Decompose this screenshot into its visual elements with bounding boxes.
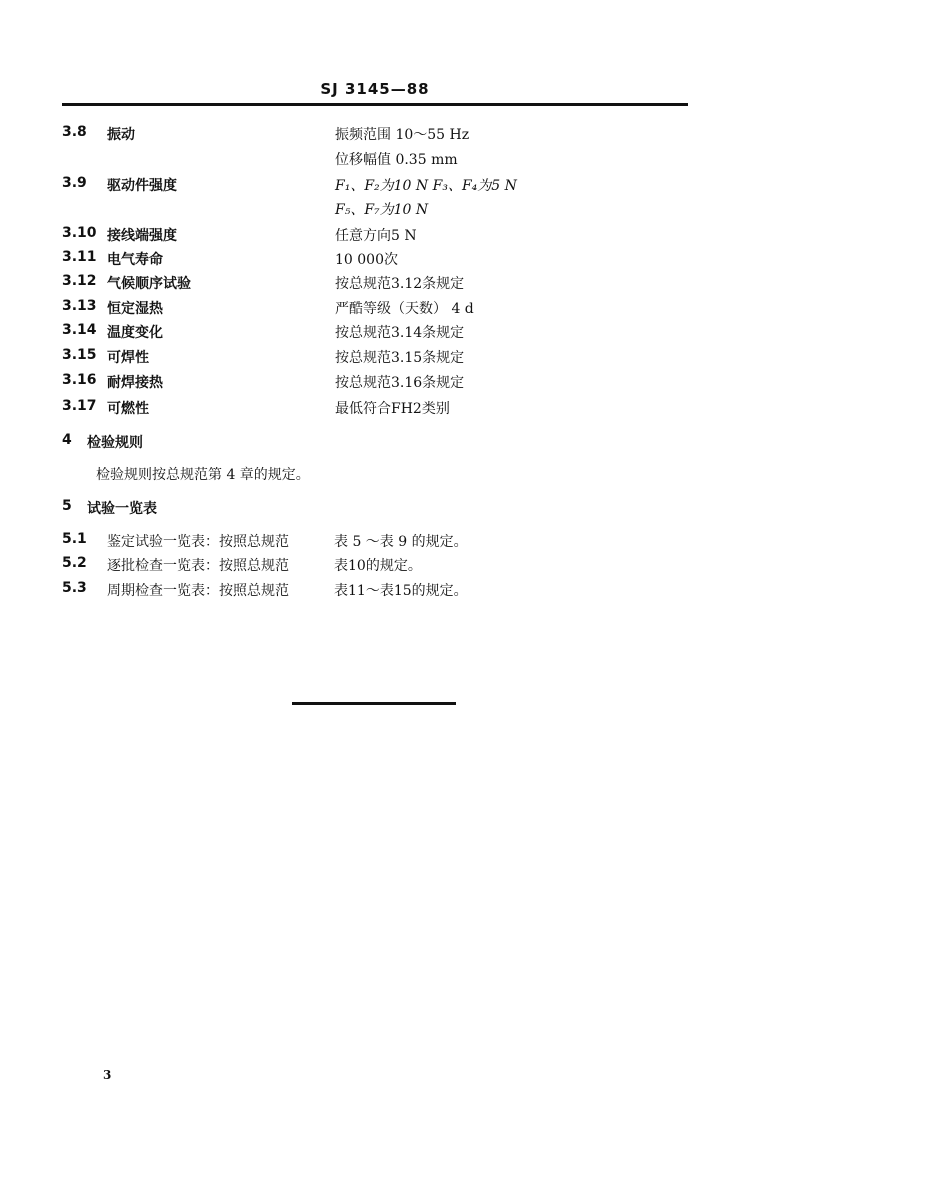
section-4-body: 检验规则按总规范第 4 章的规定。	[96, 467, 310, 483]
clause-label: 耐焊接热	[107, 375, 163, 391]
spec-row-3-11	[62, 249, 702, 271]
clause-number: 3.8	[62, 124, 87, 140]
item-text: 鉴定试验一览表：按照总规范	[107, 534, 289, 550]
clause-value: 位移幅值 0.35 mm	[335, 152, 458, 168]
spec-row-3-8-cont	[62, 149, 702, 171]
clause-value: 任意方向5 N	[335, 228, 417, 244]
clause-number: 3.10	[62, 225, 97, 241]
spec-row-3-17	[62, 398, 702, 420]
clause-number: 3.13	[62, 298, 97, 314]
clause-number: 3.16	[62, 372, 97, 388]
clause-label: 可焊性	[107, 350, 149, 366]
spec-row-3-14	[62, 322, 702, 344]
item-reference: 表 5 ～表 9 的规定。	[334, 534, 468, 550]
clause-value: 按总规范3.14条规定	[335, 325, 465, 341]
item-number: 5.1	[62, 531, 87, 547]
clause-label: 恒定湿热	[107, 301, 163, 317]
clause-label: 温度变化	[107, 325, 163, 341]
header-rule	[62, 103, 688, 106]
item-number: 5.3	[62, 580, 87, 596]
item-reference: 表10的规定。	[334, 558, 422, 574]
section-number: 4	[62, 432, 72, 448]
page-number: 3	[103, 1068, 112, 1082]
clause-value: F₁、F₂为10 N F₃、F₄为5 N	[335, 178, 517, 194]
list-item-5-1	[62, 531, 682, 553]
clause-label: 振动	[107, 127, 135, 143]
clause-value: F₅、F₇为10 N	[335, 202, 429, 218]
spec-row-3-12	[62, 273, 702, 295]
spec-row-3-9	[62, 175, 702, 197]
clause-value: 按总规范3.12条规定	[335, 276, 465, 292]
end-rule	[292, 702, 456, 705]
clause-number: 3.17	[62, 398, 97, 414]
spec-row-3-15	[62, 347, 702, 369]
clause-value: 严酷等级（天数） 4 d	[335, 301, 474, 317]
clause-label: 可燃性	[107, 401, 149, 417]
list-item-5-3	[62, 580, 682, 602]
clause-number: 3.11	[62, 249, 97, 265]
item-text: 逐批检查一览表：按照总规范	[107, 558, 289, 574]
section-number: 5	[62, 498, 72, 514]
clause-number: 3.12	[62, 273, 97, 289]
spec-row-3-13	[62, 298, 702, 320]
spec-row-3-10	[62, 225, 702, 247]
clause-number: 3.14	[62, 322, 97, 338]
item-reference: 表11～表15的规定。	[334, 583, 468, 599]
clause-label: 气候顺序试验	[107, 276, 191, 292]
clause-value: 振频范围 10～55 Hz	[335, 127, 470, 143]
clause-label: 接线端强度	[107, 228, 177, 244]
section-title: 试验一览表	[87, 501, 157, 517]
item-number: 5.2	[62, 555, 87, 571]
item-text: 周期检查一览表：按照总规范	[107, 583, 289, 599]
clause-number: 3.15	[62, 347, 97, 363]
clause-value: 按总规范3.15条规定	[335, 350, 465, 366]
list-item-5-2	[62, 555, 682, 577]
clause-value: 按总规范3.16条规定	[335, 375, 465, 391]
spec-row-3-9-cont	[62, 199, 702, 221]
standard-code-header: SJ 3145—88	[320, 80, 430, 98]
spec-row-3-16	[62, 372, 702, 394]
section-title: 检验规则	[87, 435, 143, 451]
clause-number: 3.9	[62, 175, 87, 191]
clause-label: 驱动件强度	[107, 178, 177, 194]
clause-value: 最低符合FH2类别	[335, 401, 450, 417]
spec-row-3-8	[62, 124, 702, 146]
clause-value: 10 000次	[335, 252, 398, 268]
clause-label: 电气寿命	[107, 252, 163, 268]
